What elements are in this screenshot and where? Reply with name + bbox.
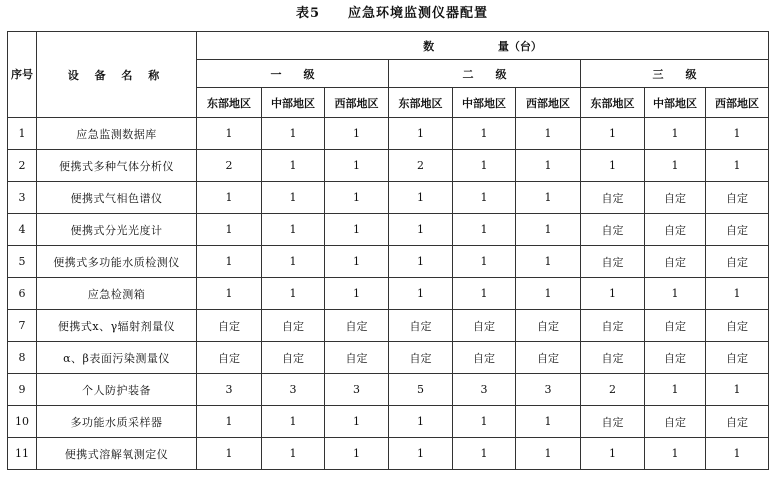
- quantity-cell: 自定: [581, 246, 645, 278]
- quantity-cell: 1: [645, 374, 706, 406]
- quantity-cell: 1: [645, 118, 706, 150]
- quantity-cell: 自定: [706, 182, 769, 214]
- quantity-cell: 自定: [645, 406, 706, 438]
- equipment-name: 便携式多功能水质检测仪: [37, 246, 197, 278]
- quantity-cell: 1: [389, 214, 453, 246]
- quantity-cell: 1: [706, 278, 769, 310]
- table-row: [8, 278, 769, 310]
- row-number: 3: [8, 182, 37, 214]
- quantity-cell: 3: [516, 374, 581, 406]
- quantity-cell: 1: [516, 278, 581, 310]
- equipment-name: 个人防护装备: [37, 374, 197, 406]
- quantity-cell: 自定: [581, 182, 645, 214]
- quantity-cell: 1: [262, 150, 325, 182]
- quantity-cell: 1: [262, 406, 325, 438]
- quantity-cell: 1: [706, 150, 769, 182]
- header-level-2: 二 级: [389, 60, 581, 88]
- row-number: 9: [8, 374, 37, 406]
- quantity-cell: 1: [325, 278, 389, 310]
- quantity-cell: 1: [262, 118, 325, 150]
- quantity-cell: 1: [197, 438, 262, 470]
- header-region: 西部地区: [516, 88, 581, 118]
- equipment-name: 多功能水质采样器: [37, 406, 197, 438]
- quantity-cell: 1: [453, 438, 516, 470]
- quantity-cell: 1: [389, 278, 453, 310]
- quantity-cell: 1: [262, 246, 325, 278]
- quantity-cell: 自定: [262, 342, 325, 374]
- quantity-cell: 1: [581, 118, 645, 150]
- header-region: 中部地区: [453, 88, 516, 118]
- quantity-cell: 1: [581, 278, 645, 310]
- row-number: 11: [8, 438, 37, 470]
- quantity-cell: 1: [453, 406, 516, 438]
- quantity-cell: 自定: [706, 214, 769, 246]
- header-name: 设 备 名 称: [37, 32, 197, 118]
- quantity-cell: 2: [197, 150, 262, 182]
- quantity-cell: 自定: [197, 342, 262, 374]
- quantity-cell: 1: [389, 118, 453, 150]
- quantity-cell: 1: [706, 118, 769, 150]
- quantity-cell: 自定: [645, 214, 706, 246]
- row-number: 2: [8, 150, 37, 182]
- equipment-name: 应急检测箱: [37, 278, 197, 310]
- quantity-cell: 1: [453, 214, 516, 246]
- header-quantity: [197, 32, 769, 60]
- row-number: 10: [8, 406, 37, 438]
- quantity-cell: 1: [516, 214, 581, 246]
- quantity-cell: 自定: [581, 214, 645, 246]
- quantity-cell: 1: [197, 278, 262, 310]
- quantity-cell: 3: [262, 374, 325, 406]
- quantity-cell: 1: [453, 118, 516, 150]
- equipment-name: 便携式气相色谱仪: [37, 182, 197, 214]
- equipment-name: 便携式溶解氧测定仪: [37, 438, 197, 470]
- header-region: 西部地区: [325, 88, 389, 118]
- row-number: 8: [8, 342, 37, 374]
- table-row: [8, 182, 769, 214]
- table-row: [8, 406, 769, 438]
- quantity-cell: 自定: [389, 342, 453, 374]
- quantity-cell: 自定: [581, 310, 645, 342]
- quantity-cell: 1: [325, 118, 389, 150]
- equipment-name: α、β表面污染测量仪: [37, 342, 197, 374]
- quantity-cell: 1: [706, 438, 769, 470]
- table-row: [8, 150, 769, 182]
- quantity-cell: 自定: [706, 246, 769, 278]
- quantity-cell: 2: [581, 374, 645, 406]
- quantity-cell: 1: [389, 406, 453, 438]
- quantity-cell: 1: [197, 406, 262, 438]
- row-number: 5: [8, 246, 37, 278]
- row-number: 4: [8, 214, 37, 246]
- quantity-cell: 1: [325, 182, 389, 214]
- quantity-cell: 1: [453, 150, 516, 182]
- quantity-cell: 1: [645, 278, 706, 310]
- quantity-cell: 自定: [645, 342, 706, 374]
- header-region: 中部地区: [645, 88, 706, 118]
- equipment-name: 应急监测数据库: [37, 118, 197, 150]
- quantity-cell: 自定: [516, 342, 581, 374]
- equipment-name: 便携式多种气体分析仪: [37, 150, 197, 182]
- equipment-table: [7, 31, 769, 470]
- quantity-cell: 1: [453, 246, 516, 278]
- table-row: [8, 438, 769, 470]
- row-number: 6: [8, 278, 37, 310]
- equipment-name: 便携式x、γ辐射剂量仪: [37, 310, 197, 342]
- quantity-cell: 自定: [706, 342, 769, 374]
- quantity-cell: 1: [262, 278, 325, 310]
- header-level-1: 一 级: [197, 60, 389, 88]
- quantity-cell: 1: [516, 406, 581, 438]
- quantity-cell: 1: [197, 182, 262, 214]
- quantity-cell: 自定: [581, 406, 645, 438]
- header-region: 东部地区: [581, 88, 645, 118]
- header-region: 西部地区: [706, 88, 769, 118]
- table-row: [8, 246, 769, 278]
- quantity-cell: 1: [389, 182, 453, 214]
- quantity-cell: 1: [581, 150, 645, 182]
- quantity-cell: 1: [645, 150, 706, 182]
- header-region: 东部地区: [197, 88, 262, 118]
- quantity-cell: 1: [645, 438, 706, 470]
- quantity-cell: 1: [516, 118, 581, 150]
- quantity-cell: 自定: [325, 342, 389, 374]
- quantity-cell: 自定: [262, 310, 325, 342]
- quantity-cell: 3: [197, 374, 262, 406]
- quantity-cell: 自定: [581, 342, 645, 374]
- header-region: 东部地区: [389, 88, 453, 118]
- quantity-cell: 自定: [197, 310, 262, 342]
- quantity-cell: 自定: [706, 310, 769, 342]
- table-row: [8, 118, 769, 150]
- quantity-cell: 1: [516, 150, 581, 182]
- header-quantity-unit: 量（台）: [497, 39, 542, 53]
- quantity-cell: 1: [453, 278, 516, 310]
- quantity-cell: 1: [453, 182, 516, 214]
- quantity-cell: 1: [325, 438, 389, 470]
- quantity-cell: 1: [197, 214, 262, 246]
- table-title: 表5 应急环境监测仪器配置: [295, 6, 489, 21]
- row-number: 7: [8, 310, 37, 342]
- quantity-cell: 2: [389, 150, 453, 182]
- table-row: [8, 214, 769, 246]
- quantity-cell: 5: [389, 374, 453, 406]
- equipment-name: 便携式分光光度计: [37, 214, 197, 246]
- quantity-cell: 1: [262, 438, 325, 470]
- table-row: [8, 342, 769, 374]
- quantity-cell: 3: [453, 374, 516, 406]
- quantity-cell: 1: [516, 438, 581, 470]
- quantity-cell: 自定: [645, 310, 706, 342]
- quantity-cell: 1: [389, 246, 453, 278]
- quantity-cell: 1: [197, 118, 262, 150]
- quantity-cell: 1: [325, 246, 389, 278]
- table-row: [8, 310, 769, 342]
- table-row: [8, 374, 769, 406]
- quantity-cell: 自定: [453, 310, 516, 342]
- quantity-cell: 1: [706, 374, 769, 406]
- quantity-cell: 1: [262, 182, 325, 214]
- header-quantity-main: 数: [423, 39, 435, 53]
- quantity-cell: 1: [325, 214, 389, 246]
- quantity-cell: 1: [516, 246, 581, 278]
- quantity-cell: 自定: [325, 310, 389, 342]
- row-number: 1: [8, 118, 37, 150]
- quantity-cell: 1: [262, 214, 325, 246]
- quantity-cell: 自定: [706, 406, 769, 438]
- quantity-cell: 1: [516, 182, 581, 214]
- quantity-cell: 3: [325, 374, 389, 406]
- quantity-cell: 自定: [645, 246, 706, 278]
- quantity-cell: 1: [581, 438, 645, 470]
- quantity-cell: 自定: [453, 342, 516, 374]
- quantity-cell: 1: [197, 246, 262, 278]
- header-level-3: 三 级: [581, 60, 769, 88]
- quantity-cell: 1: [325, 150, 389, 182]
- header-seq: 序号: [8, 32, 37, 118]
- quantity-cell: 自定: [645, 182, 706, 214]
- quantity-cell: 1: [325, 406, 389, 438]
- quantity-cell: 自定: [516, 310, 581, 342]
- quantity-cell: 自定: [389, 310, 453, 342]
- quantity-cell: 1: [389, 438, 453, 470]
- header-region: 中部地区: [262, 88, 325, 118]
